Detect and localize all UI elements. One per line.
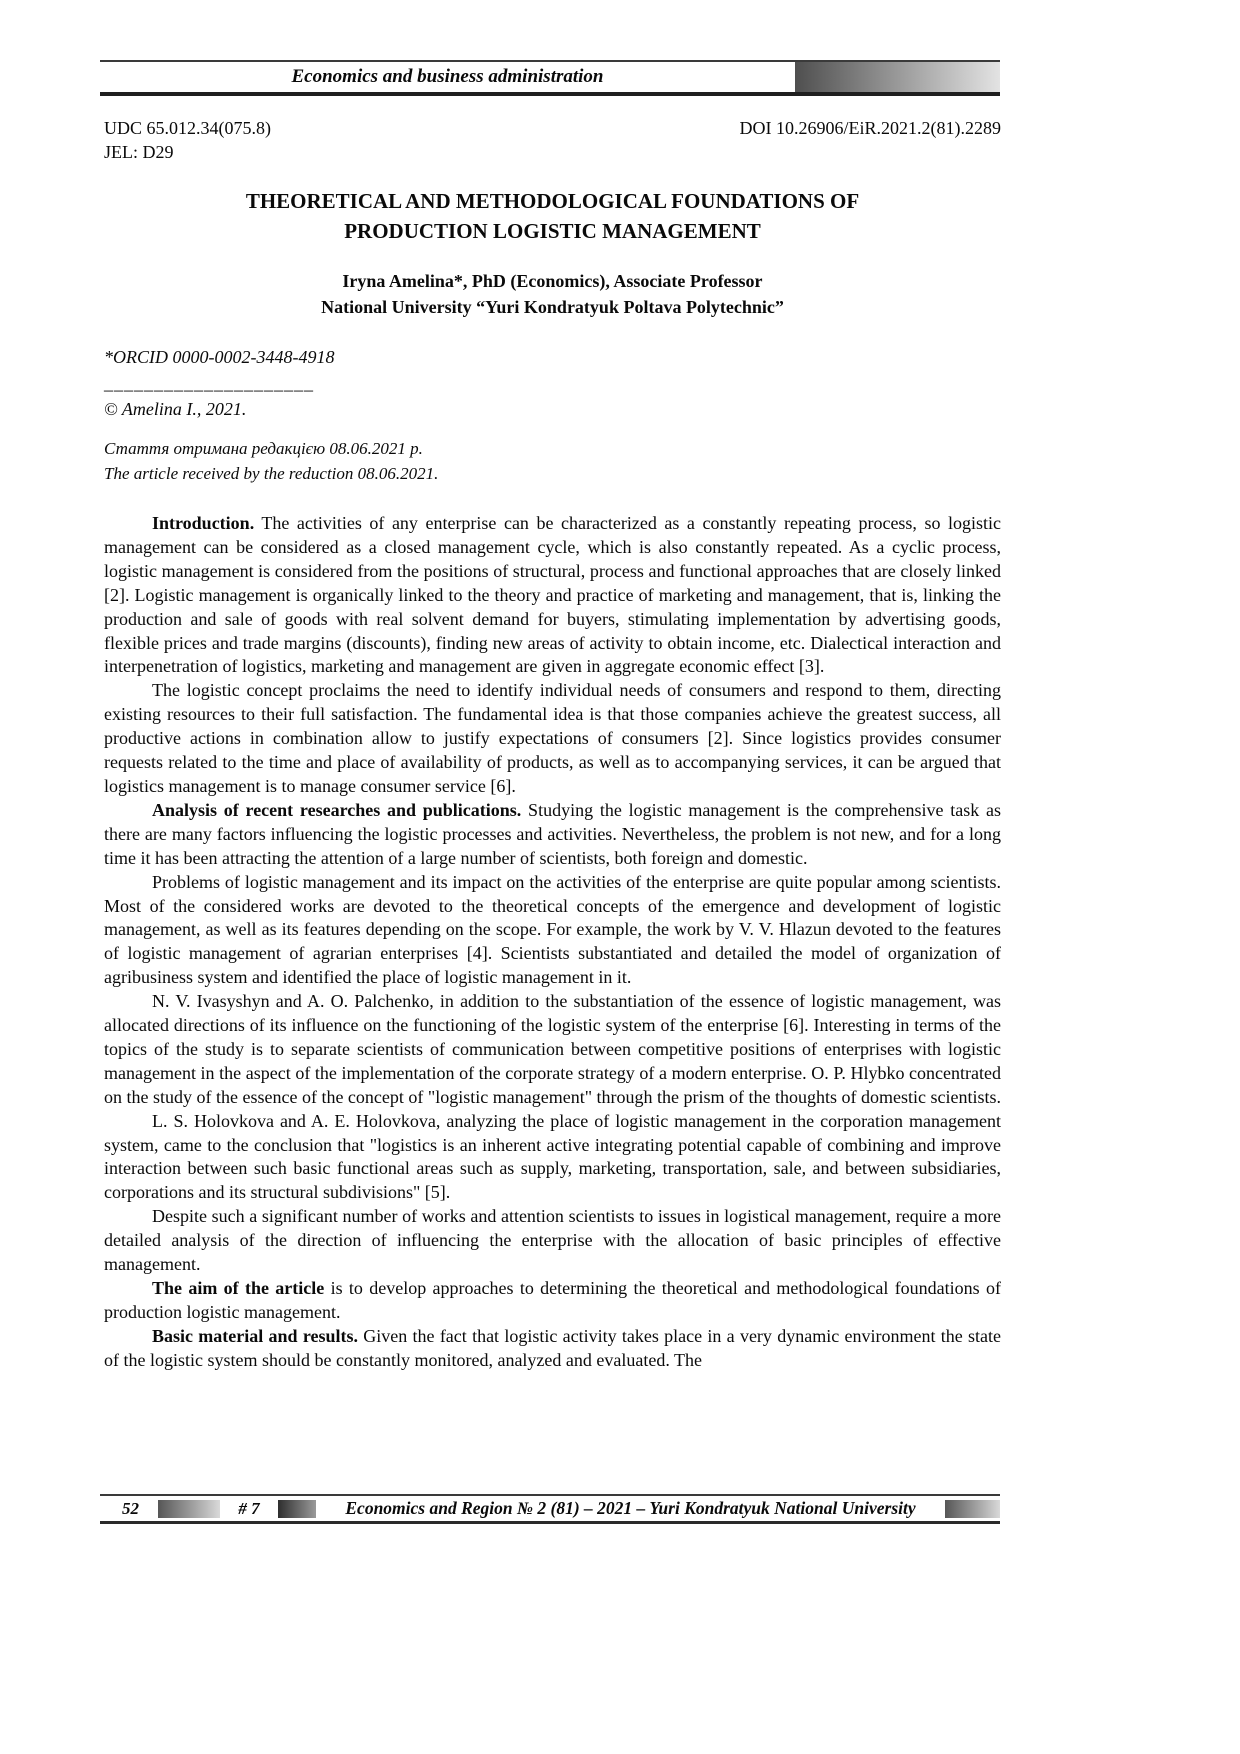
orcid-line: *ORCID 0000-0002-3448-4918 [104, 347, 335, 367]
journal-title: Economics and Region № 2 (81) – 2021 – Yuri Kondratyuk National University [345, 1498, 916, 1518]
page-number: 52 [122, 1498, 139, 1518]
received-block [104, 436, 1001, 486]
paragraph [104, 1110, 1001, 1206]
paragraph-aim [104, 1277, 1001, 1325]
paragraph-basic-material [104, 1325, 1001, 1373]
section-heading: Analysis of recent researches and publications. [152, 799, 522, 820]
running-header-title: Economics and business administration [291, 66, 604, 87]
article-title-line2: PRODUCTION LOGISTIC MANAGEMENT [344, 219, 761, 243]
footer-gradient-bar [945, 1500, 1000, 1518]
page-content [104, 116, 1001, 1373]
article-title-line1: THEORETICAL AND METHODOLOGICAL FOUNDATIONS OF [245, 189, 860, 213]
author-name: Iryna Amelina*, PhD (Economics), Associate Professor [342, 271, 763, 291]
running-footer [100, 1494, 1000, 1524]
paragraph-introduction [104, 512, 1001, 679]
paragraph-text: N. V. Ivasyshyn and A. O. Palchenko, in addition to the substantiation of the essence of logistic management, was allocated directions of its influence on the functioning of the logistic system of the enterprise [6]. Interesting in terms of the topics of the study is to separate scientists of communication between competitive positions of enterprises with logistic management in the aspect of the implementation of the corporate strategy of a modern enterprise. O. P. Hlybko concentrated on the study of the essence of the concept of "logistic management" through the prism of the thoughts of domestic scientists. [104, 991, 1002, 1107]
paragraph-text: is to develop approaches to determining the theoretical and methodological foundations of production logistic management. [104, 1278, 1002, 1322]
article-title [104, 186, 1001, 246]
paragraph-text: Problems of logistic management and its impact on the activities of the enterprise are quite popular among scientists. Most of the considered works are devoted to the theoretical concepts of the emergence and development of logistic management, as well as its features depending on the scope. For example, the work by V. V. Hlazun devoted to the features of logistic management of agrarian enterprises [4]. Scientists substantiated and detailed the model of organization of agribusiness system and identified the place of logistic management in it. [104, 871, 1001, 988]
section-heading: Basic material and results. [152, 1325, 358, 1346]
jel-code: JEL: D29 [104, 142, 174, 162]
received-date-uk: Стаття отримана редакцією 08.06.2021 р. [104, 439, 423, 458]
paragraph [104, 871, 1001, 991]
section-heading: Introduction. [152, 513, 255, 533]
author-affiliation: National University “Yuri Kondratyuk Poltava Polytechnic” [321, 297, 784, 317]
paragraph-text: The activities of any enterprise can be characterized as a constantly repeating process, so logistic management can be considered as a closed management cycle, which is also constantly repeated. As a cyclic process, logistic management is considered from the positions of structural, process and functional approaches that are closely linked [2]. Logistic management is organically linked to the theory and practice of marketing and management, that is, linking the production and sale of goods with real solvent demand for buyers, stimulating implementation by advertising goods, flexible prices and trade margins (discounts), finding new areas of activity to obtain income, etc. Dialectical interaction and interpenetration of logistics, marketing and management are given in aggregate economic effect [3]. [104, 513, 1001, 677]
paragraph-analysis [104, 799, 1001, 871]
paragraph [104, 990, 1001, 1110]
paragraph [104, 1205, 1001, 1277]
udc-code: UDC 65.012.34(075.8) [104, 118, 271, 138]
paragraph-text: Given the fact that logistic activity takes place in a very dynamic environment the state of the logistic system should be constantly monitored, analyzed and evaluated. The [104, 1325, 1001, 1370]
paragraph-text: Studying the logistic management is the comprehensive task as there are many factors influencing the logistic processes and activities. Nevertheless, the problem is not new, and for a long time it has been attracting the attention of a large number of scientists, both foreign and domestic. [104, 799, 1002, 868]
credits-block [104, 344, 1001, 422]
paragraph-text: The logistic concept proclaims the need to identify individual needs of consumers and respond to them, directing existing resources to their full satisfaction. The fundamental idea is that those companies achieve the greatest success, all productive actions in combination allow to justify expectations of consumers [2]. Since logistics provides consumer requests related to the time and place of availability of products, as well as to accompanying services, it can be argued that logistics management is to manage consumer service [6]. [104, 680, 1001, 796]
paragraph-text: L. S. Holovkova and A. E. Holovkova, analyzing the place of logistic management in the corporation management system, came to the conclusion that "logistics is an inherent active integrating potential capable of combining and improve interaction between such basic functional areas such as supply, marketing, transportation, sale, and between subsidiaries, corporations and its structural subdivisions" [5]. [104, 1110, 1001, 1203]
separator-line: _____________________ [104, 373, 314, 393]
footer-gradient-bar [158, 1500, 220, 1518]
issue-number: # 7 [238, 1498, 260, 1518]
paragraph [104, 679, 1001, 799]
received-date-en: The article received by the reduction 08.06.2021. [104, 464, 439, 483]
copyright-line: © Amelina I., 2021. [104, 399, 247, 419]
paragraph-text: Despite such a significant number of works and attention scientists to issues in logistical management, require a more detailed analysis of the direction of influencing the enterprise with the allocation of basic principles of effective management. [104, 1206, 1001, 1275]
author-block [104, 268, 1001, 320]
footer-gradient-bar [278, 1500, 316, 1518]
article-body [104, 512, 1001, 1373]
running-header [100, 60, 1000, 96]
doi-code: DOI 10.26906/EiR.2021.2(81).2289 [739, 118, 1001, 138]
section-heading: The aim of the article [152, 1278, 325, 1298]
header-gradient-bar [795, 62, 1000, 92]
meta-row [104, 116, 1001, 140]
